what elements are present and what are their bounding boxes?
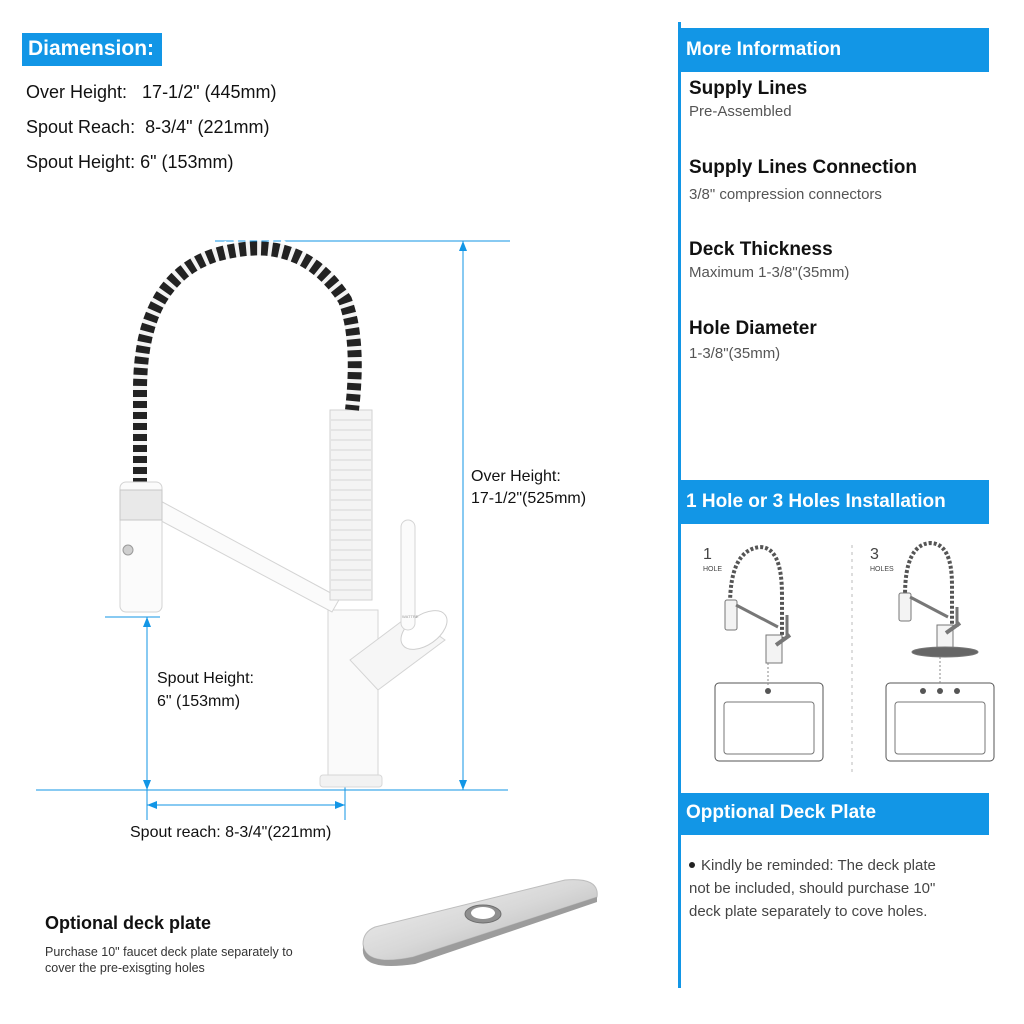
spout-arm	[150, 498, 340, 612]
spout-reach-label: Spout reach: 8-3/4"(221mm)	[130, 824, 332, 841]
deck-plate-desc-line1: Purchase 10" faucet deck plate separately to	[45, 945, 293, 959]
install-one-number: 1	[703, 546, 712, 563]
install-header: 1 Hole or 3 Holes Installation	[678, 480, 989, 524]
faucet-three-holes-icon	[899, 543, 978, 657]
faucet-base	[320, 775, 382, 787]
info-value-deck-thickness: Maximum 1-3/8"(35mm)	[689, 264, 850, 281]
faucet-body	[328, 610, 378, 775]
deck-plate-desc-line2: cover the pre-exisgting holes	[45, 961, 205, 975]
deck-note-line1-text: Kindly be reminded: The deck plate	[701, 857, 936, 874]
info-title-deck-thickness: Deck Thickness	[689, 239, 833, 260]
dimension-lines	[36, 241, 510, 820]
bullet-icon	[689, 862, 695, 868]
installation-diagram	[690, 535, 1010, 775]
deck-note-line2: not be included, should purchase 10"	[689, 880, 936, 897]
info-value-supply-connection: 3/8" compression connectors	[689, 186, 882, 203]
more-info-header: More Information	[678, 28, 989, 72]
spec-spout-reach: Spout Reach: 8-3/4" (221mm)	[26, 117, 270, 137]
deck-plate-header: Opptional Deck Plate	[678, 793, 989, 835]
over-height-label: Over Height:	[471, 468, 561, 485]
deck-plate-title: Optional deck plate	[45, 913, 212, 933]
faucet-dimension-drawing	[0, 220, 640, 840]
dimension-section-title: Diamension:	[22, 33, 162, 66]
info-title-supply-connection: Supply Lines Connection	[689, 157, 918, 178]
install-three-word: HOLES	[870, 566, 894, 573]
info-title-hole-diameter: Hole Diameter	[689, 318, 817, 339]
info-value-hole-diameter: 1-3/8"(35mm)	[689, 345, 781, 362]
deck-note-line3: deck plate separately to cove holes.	[689, 903, 928, 920]
spec-spout-height: Spout Height: 6" (153mm)	[26, 152, 234, 172]
brand-mark: WATTRE	[402, 614, 419, 619]
faucet-one-hole-icon	[725, 547, 790, 663]
info-value-supply-lines: Pre-Assembled	[689, 103, 792, 120]
install-one-word: HOLE	[703, 566, 723, 573]
install-three-number: 3	[870, 546, 879, 563]
over-height-value: 17-1/2"(525mm)	[471, 490, 587, 507]
deck-note-line1	[689, 854, 936, 877]
info-title-supply-lines: Supply Lines	[689, 78, 808, 99]
deck-plate-image	[355, 872, 605, 972]
spec-over-height: Over Height: 17-1/2" (445mm)	[26, 82, 277, 102]
spout-height-label: Spout Height:	[157, 670, 254, 687]
spout-height-value: 6" (153mm)	[157, 693, 241, 710]
